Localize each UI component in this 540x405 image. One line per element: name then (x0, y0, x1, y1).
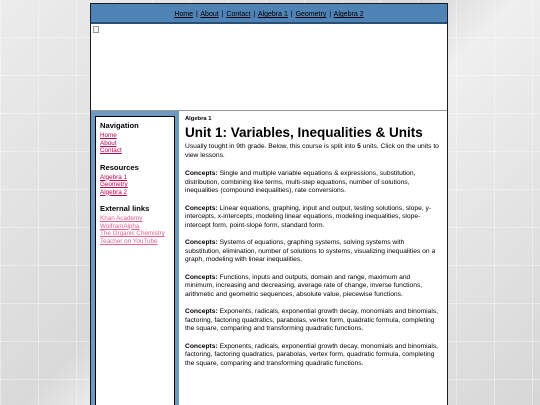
unit-concepts-5[interactable] (185, 308, 441, 334)
unit-concepts-3[interactable] (185, 239, 441, 265)
concepts-text: Single and multiple variable equations & expressions, substitution, distribution, combining like terms, multi-step equations, number of solutions, inequalities (compound inequalities), rate conversions. (185, 170, 416, 194)
concepts-label: Concepts: (185, 239, 218, 246)
concepts-label: Concepts: (185, 308, 218, 315)
intro-text (185, 143, 441, 160)
unit-concepts-1[interactable] (185, 170, 441, 196)
content-row (91, 111, 447, 405)
sidebar-box (95, 116, 175, 405)
topnav-separator: | (290, 11, 293, 18)
sidebar-link-algebra-2[interactable]: Algebra 2 (100, 188, 127, 196)
topnav-link-geometry[interactable]: Geometry (295, 11, 327, 18)
sidebar-link-contact[interactable]: Contact (100, 147, 122, 154)
broken-image-icon (93, 26, 99, 33)
sidebar-link-khan-academy[interactable]: Khan Academy (100, 215, 143, 222)
intro-text-end: units. Click on the units to view lessons. (185, 143, 439, 159)
concepts-text: Exponents, radicals, exponential growth decay, monomials and binomials, factoring, factoring quadratics, parabolas, vertex form, quadratic formula, completing the square, comparing and transforming quadratic functions. (185, 342, 439, 367)
topnav-link-contact[interactable]: Contact (226, 11, 251, 18)
unit-concepts-2[interactable] (185, 205, 441, 231)
page-title: Unit 1: Variables, Inequalities & Units (185, 125, 423, 140)
sidebar-link-geometry[interactable]: Geometry (100, 181, 128, 188)
concepts-text: Functions, inputs and outputs, domain and range, maximum and minimum, increasing and decreasing, average rate of change, inverse functions, arithmetic and geometric sequences, absolute value, piecewise functions. (185, 273, 423, 298)
sidebar-link-home[interactable]: Home (100, 132, 117, 139)
concepts-text: Systems of equations, graphing systems, solving systems with substitution, elimination, number of solutions to systems, visualizing inequalities on a graph, modeling with linear inequalities. (185, 239, 436, 263)
topnav-separator: | (253, 11, 256, 18)
sidebar-heading-resources: Resources (100, 162, 139, 172)
sidebar (91, 111, 179, 405)
topnav-link-algebra-2[interactable]: Algebra 2 (333, 11, 364, 18)
sidebar-link-teacher-youtube[interactable]: Teacher on YouTube (100, 237, 158, 245)
sidebar-link-about[interactable]: About (100, 139, 117, 147)
unit-count: 5 (357, 143, 361, 150)
sidebar-link-organic-chemistry[interactable]: The Organic Chemistry (100, 230, 165, 237)
top-navigation-bar (91, 4, 447, 24)
breadcrumb: Algebra 1 (185, 116, 212, 122)
topnav-link-algebra-1[interactable]: Algebra 1 (257, 11, 288, 18)
topnav-separator: | (221, 11, 224, 18)
banner-area (91, 24, 447, 111)
intro-text-start: Usually tought in 9th grade. Below, this course is split into (185, 143, 358, 150)
page-container (90, 3, 448, 405)
main-content (179, 111, 447, 405)
unit-concepts-6[interactable] (185, 343, 441, 369)
sidebar-link-wolframalpha[interactable]: WolframAlpha (100, 222, 140, 230)
concepts-label: Concepts: (185, 342, 218, 350)
topnav-link-about[interactable]: About (200, 11, 219, 18)
concepts-text: Exponents, radicals, exponential growth decay, monomials and binomials, factoring, factoring quadratics, parabolas, vertex form, quadratic formula, completing the square, comparing and transforming quadratic functions. (185, 308, 439, 332)
unit-concepts-4[interactable] (185, 274, 441, 300)
sidebar-heading-navigation: Navigation (100, 121, 139, 130)
topnav-link-home[interactable]: Home (174, 11, 194, 18)
topnav-separator: | (329, 11, 332, 18)
sidebar-link-algebra-1[interactable]: Algebra 1 (100, 173, 127, 181)
concepts-label: Concepts: (185, 273, 218, 281)
concepts-label: Concepts: (185, 170, 218, 177)
topnav-separator: | (196, 11, 198, 18)
concepts-text: Linear equations, graphing, input and output, testing solutions, slope, y-intercepts, x-intercepts, modeling linear equations, modeling inequalities, slope-intercept form, point-slope form, standard form. (185, 204, 432, 229)
sidebar-heading-external-links: External links (100, 204, 150, 213)
concepts-label: Concepts: (185, 204, 218, 212)
